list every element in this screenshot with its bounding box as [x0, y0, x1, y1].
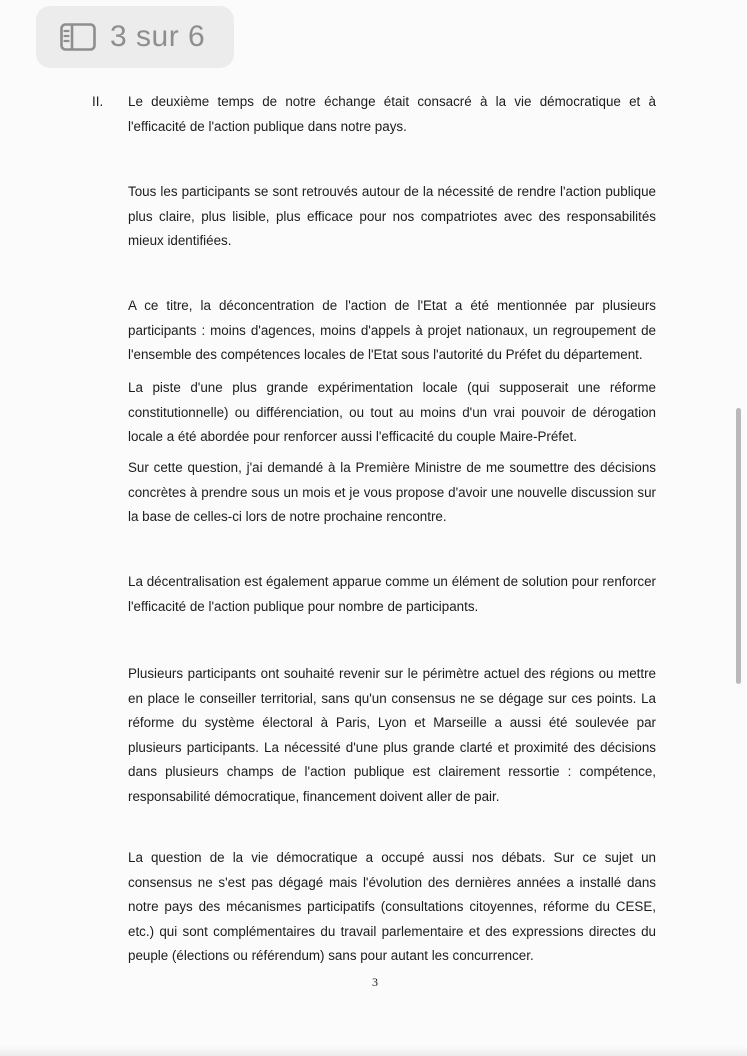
section-label: II. [92, 94, 104, 109]
paragraph-2: A ce titre, la déconcentration de l'action de l'Etat a été mentionnée par plusieurs participants : moins d'agences, moins d'appels à projet nationaux, un regroupement de l'ensemble des compétences locales de l'Etat sous l'autorité du Préfet du département. [128, 298, 656, 362]
paragraph-5: La décentralisation est également apparue comme un élément de solution pour renforcer l'efficacité de l'action publique pour nombre de participants. [128, 574, 656, 614]
page-indicator-label: 3 sur 6 [110, 20, 206, 53]
paragraph-7: La question de la vie démocratique a occupé aussi nos débats. Sur ce sujet un consensus ne s'est pas dégagé mais l'évolution des dernières années a installé dans notre pays des mécanismes participatifs (consultations citoyennes, réforme du CESE, etc.) qui sont complémentaires du travail parlementaire et des expressions directes du peuple (élections ou référendum) sans pour autant les concurrencer. [128, 850, 656, 963]
paragraph-4: Sur cette question, j'ai demandé à la Première Ministre de me soumettre des décisions concrètes à prendre sous un mois et je vous propose d'avoir une nouvelle discussion sur la base de celles-ci lors de notre prochaine rencontre. [128, 460, 656, 524]
paragraph-3: La piste d'une plus grande expérimentation locale (qui supposerait une réforme constitutionnelle) ou différenciation, ou tout au moins d'un vrai pouvoir de dérogation locale a été abordée pour renforcer aussi l'efficacité du couple Maire-Préfet. [128, 380, 656, 444]
section-intro: Le deuxième temps de notre échange était consacré à la vie démocratique et à l'efficacité de l'action publique dans notre pays. [128, 94, 656, 134]
page-bottom-edge [0, 1046, 747, 1056]
page-number: 3 [372, 975, 378, 989]
section-ii [92, 90, 656, 139]
scrollbar[interactable] [736, 408, 741, 684]
page-indicator[interactable] [36, 6, 234, 68]
paragraph-1: Tous les participants se sont retrouvés autour de la nécessité de rendre l'action publique plus claire, plus lisible, plus efficace pour nos compatriotes avec des responsabilités mieux identifiées. [128, 184, 656, 248]
paragraph-6: Plusieurs participants ont souhaité revenir sur le périmètre actuel des régions ou mettre en place le conseiller territorial, sans qu'un consensus ne se dégage sur ces points. La réforme du système électoral à Paris, Lyon et Marseille a aussi été soulevée par plusieurs participants. La nécessité d'une plus grande clarté et proximité des décisions dans plusieurs champs de l'action publique est clairement ressortie : compétence, responsabilité démocratique, financement doivent aller de pair. [128, 666, 656, 804]
sidebar-icon [60, 23, 96, 51]
